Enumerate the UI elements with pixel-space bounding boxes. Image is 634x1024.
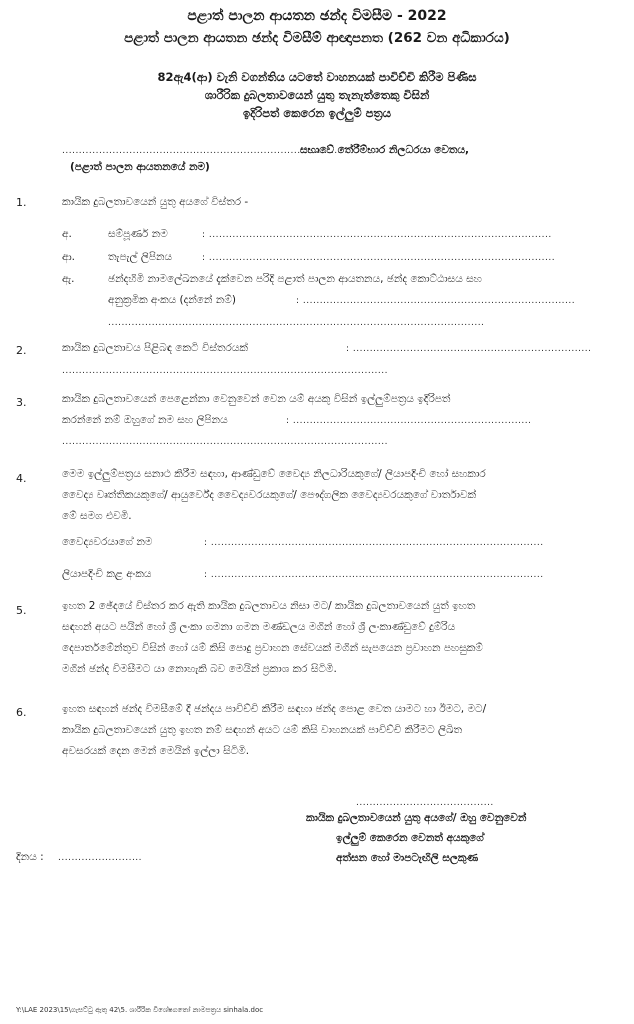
signature-caption-line2: ඉල්ලුම් කෙරෙන වෙනත් අයකුගේ — [336, 832, 484, 844]
signature-caption-line3: අත්සන හෝ මාපටැඟිලි සලකුණ — [336, 852, 479, 864]
electoral-register-field-line2[interactable]: ................................................................................................................ — [108, 318, 485, 328]
disability-description-label: කායික දුබලතාවය පිළිබඳ කෙටි විස්තරයක් — [62, 342, 248, 354]
section-1aa-mark: ආ. — [62, 251, 76, 263]
representative-field[interactable]: : ....................................................................... — [286, 416, 532, 426]
electoral-register-field[interactable]: : ................................................................................. — [296, 296, 576, 306]
disability-description-field[interactable]: : ....................................................................... — [346, 344, 592, 354]
form-purpose-line2: ශාරීරික දුබලතාවයෙන් යුතු තැනැත්තෙකු විසින් — [204, 88, 430, 102]
signature-caption-line1: කායික දුබලතාවයෙන් යුතු අයගේ/ ඔහු වෙනුවෙන් — [306, 812, 527, 824]
signature-field[interactable]: ......................................... — [356, 798, 494, 808]
request-text-line3: අවසරයක් දෙන මෙන් මෙයින් ඉල්ලා සිටිමි. — [62, 745, 250, 757]
doctor-name-field[interactable]: : ................................................................................................... — [204, 538, 544, 548]
postal-address-field[interactable]: : ....................................................................................................... — [202, 253, 556, 263]
section-6-number: 6. — [16, 706, 27, 719]
request-text-line1: ඉහත සඳහන් ඡන්ද විමසීමේ දී ඡන්දය පාවිච්චි කිරීම සඳහා ඡන්ද පොළ වෙත යාමට හා ඊමට, මට/ — [62, 703, 487, 715]
request-text-line2: කායික දුබලතාවයෙන් යුතු ඉහත නම් සඳහන් අයට යම් කිසි වාහනයක් පාවිච්චි කිරීමට ලිඛිත — [62, 724, 463, 736]
section-4-number: 4. — [16, 472, 27, 485]
medical-report-text-line3: මේ සමග එවමි. — [62, 510, 132, 522]
full-name-field[interactable]: : ...................................................................................................... — [202, 230, 552, 240]
full-name-label: සම්පූර්ණ නම — [108, 228, 168, 240]
electoral-register-label-line1: ඡන්දහිමි නාමලේඛනයේ දැක්වෙන පරිදි පළාත් පාලන ආයතනය, ඡන්ද කොට්ඨාසය සහ — [108, 273, 482, 285]
section-2-number: 2. — [16, 344, 27, 357]
addressee-dots[interactable]: ................................................................................... — [62, 146, 341, 156]
electoral-register-label-line2: අනුක්‍රමික අංකය (දන්නේ නම්) — [108, 294, 236, 306]
registration-number-field[interactable]: : ................................................................................................... — [204, 570, 544, 580]
doctor-name-label: වෛද්‍යවරයාගේ නම — [62, 536, 153, 548]
declaration-text-line4: මගින් ඡන්ද විමසීමට යා නොහැකි බව මෙයින් ප්‍රකාශ කර සිටිමි. — [62, 663, 337, 675]
addressee-text: සභාවේ තේරීම්භාර නිලධරයා වෙතය, — [300, 144, 469, 156]
representative-label-line1: කායික දුබලතාවයෙන් පෙළෙන්නා වෙනුවෙන් වෙන යම් අයකු විසින් ඉල්ලුම්පත්‍රය ඉදිරිපත් — [62, 393, 451, 405]
section-1-heading: කායික දුබලතාවයෙන් යුතු අයගේ විස්තර - — [62, 196, 249, 208]
section-3-number: 3. — [16, 396, 27, 409]
registration-number-label: ලියාපදිංචි කළ අංකය — [62, 568, 152, 580]
representative-label-line2: කරන්නේ නම් ඔහුගේ නම සහ ලිපිනය — [62, 414, 228, 426]
disability-description-field-line2[interactable]: ................................................................................................. — [62, 366, 389, 376]
declaration-text-line1: ඉහත 2 ඡේදයේ විස්තර කර ඇති කායික දුබලතාවය නිසා මට/ කායික දුබලතාවයෙන් යුත් ඉහත — [62, 600, 476, 612]
file-path-footer: Y:\LAE 2023\15\ගැසට්ටු ඇතු 42\5. ශාරීරික විශේෂගතෝ නාමපත්‍රය sinhala.doc — [16, 1006, 264, 1014]
document-title: පළාත් පාලන ආයතන ඡන්ද විමසීම - 2022 — [187, 8, 447, 24]
declaration-text-line2: සඳහන් අයට පයින් හෝ ශ්‍රී ලංකා ගමනා ගමන මණ්ඩලය මගින් හෝ ශ්‍රී ලංකාණ්ඩුවේ දුම්රිය — [62, 621, 456, 633]
form-purpose-line1: 82ඇ4(ආ) වැනි වගන්තිය යටතේ වාහනයක් පාවිච්චි කිරීම පිණිස — [157, 70, 477, 84]
document-subtitle-ordinance: පළාත් පාලන ආයතන ඡන්ද විමසීම් ආඥාපනත (262 වන අධිකාරය) — [124, 30, 510, 46]
date-field[interactable]: ......................... — [58, 853, 143, 863]
medical-report-text-line2: වෛද්‍ය වෘත්තිකයකුගේ/ ආයුර්වේද වෛද්‍යවරයකුගේ/ පෞද්ගලික වෛද්‍යවරයකුගේ වාර්තාවක් — [62, 489, 477, 501]
postal-address-label: තැපැල් ලිපිනය — [108, 251, 173, 263]
addressee-note: (පළාත් පාලන ආයතනයේ නම) — [70, 161, 210, 173]
declaration-text-line3: දෙපාර්තමේන්තුව විසින් හෝ යම් කිසි පොදු ප්‍රවාහන සේවයක් මගින් සැපයෙන ප්‍රවාහන පහසුකම් — [62, 642, 483, 654]
section-1a-mark: අ. — [62, 228, 72, 240]
section-1-number: 1. — [16, 196, 27, 209]
date-label: දිනය : — [16, 851, 44, 863]
form-purpose-line3: ඉදිරිපත් කෙරෙන ඉල්ලුම් පත්‍රය — [242, 106, 392, 120]
representative-field-line2[interactable]: ................................................................................................. — [62, 437, 389, 447]
section-1ae-mark: ඇ. — [62, 273, 75, 285]
medical-report-text-line1: මෙම ඉල්ලුම්පත්‍රය සනාථ කිරීම සඳහා, ආණ්ඩුවේ වෛද්‍ය නිලධාරියකුගේ/ ලියාපදිංචි හෝ සහකාර — [62, 468, 486, 480]
section-5-number: 5. — [16, 604, 27, 617]
